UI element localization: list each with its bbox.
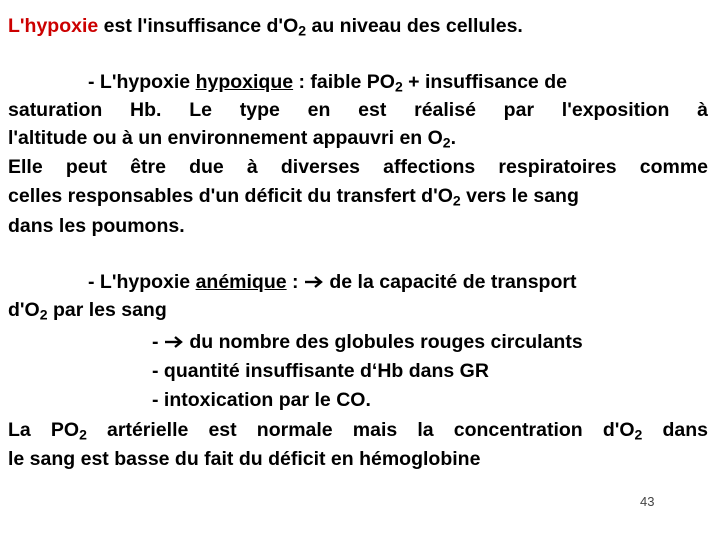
subscript: 2	[634, 426, 643, 443]
right-arrow-icon	[304, 275, 324, 289]
anemic-bullet-1	[152, 330, 583, 354]
hypoxic-text-end: + insuffisance de	[402, 71, 567, 93]
anemic-heading	[88, 270, 576, 294]
anemic-prefix: - L'hypoxie	[88, 271, 196, 293]
anemic-conclusion-2: le sang est basse du fait du déficit en hémoglobine	[8, 448, 481, 470]
intro-text: est l'insuffisance d'O	[98, 15, 299, 37]
conclusion-text: La PO	[8, 419, 80, 441]
right-arrow-icon	[164, 335, 184, 349]
anemic-colon: :	[286, 271, 304, 293]
hypoxic-text: : faible PO	[293, 71, 395, 93]
hypoxic-line-3	[8, 126, 456, 150]
hypoxic-title: hypoxique	[195, 71, 294, 93]
hypoxic-text-end: vers le sang	[460, 185, 579, 207]
anemic-bullet-2: - quantité insuffisante d‘Hb dans GR	[152, 360, 489, 382]
hypoxic-heading	[88, 70, 567, 94]
anemic-text: de la capacité de transport	[323, 271, 577, 293]
subscript: 2	[79, 426, 87, 443]
hypoxic-text: celles responsables d'un déficit du transfert d'O	[8, 185, 453, 207]
conclusion-text-end: dans	[642, 419, 709, 441]
anemic-title: anémique	[195, 271, 287, 293]
anemic-text-end: par les sang	[47, 299, 167, 321]
intro-line	[8, 14, 523, 38]
hypoxic-line-2: saturation Hb. Le type en est réalisé par l'exposition à	[8, 99, 708, 121]
hypoxic-text: l'altitude ou à un environnement appauvri en O	[8, 127, 443, 149]
hypoxic-line-5	[8, 184, 579, 208]
bullet-text: du nombre des globules rouges circulants	[183, 331, 583, 353]
hypoxic-text-end: .	[450, 127, 457, 149]
anemic-bullet-3: - intoxication par le CO.	[152, 389, 371, 411]
hypoxic-prefix: - L'hypoxie	[88, 71, 196, 93]
anemic-text: d'O	[8, 299, 40, 321]
anemic-conclusion-1	[8, 418, 708, 442]
subscript: 2	[442, 134, 451, 151]
hypoxic-line-4: Elle peut être due à diverses affections respiratoires comme	[8, 156, 708, 178]
subscript: 2	[394, 78, 403, 95]
bullet-dash: -	[152, 331, 164, 353]
page-number: 43	[640, 494, 655, 509]
hypoxie-term: L'hypoxie	[8, 15, 99, 37]
subscript: 2	[452, 192, 461, 209]
hypoxic-line-6: dans les poumons.	[8, 215, 185, 237]
anemic-line-2	[8, 298, 167, 322]
conclusion-text-mid: artérielle est normale mais la concentration d'O	[86, 419, 635, 441]
intro-text-end: au niveau des cellules.	[306, 15, 523, 37]
subscript: 2	[39, 306, 48, 323]
subscript: 2	[298, 22, 307, 39]
